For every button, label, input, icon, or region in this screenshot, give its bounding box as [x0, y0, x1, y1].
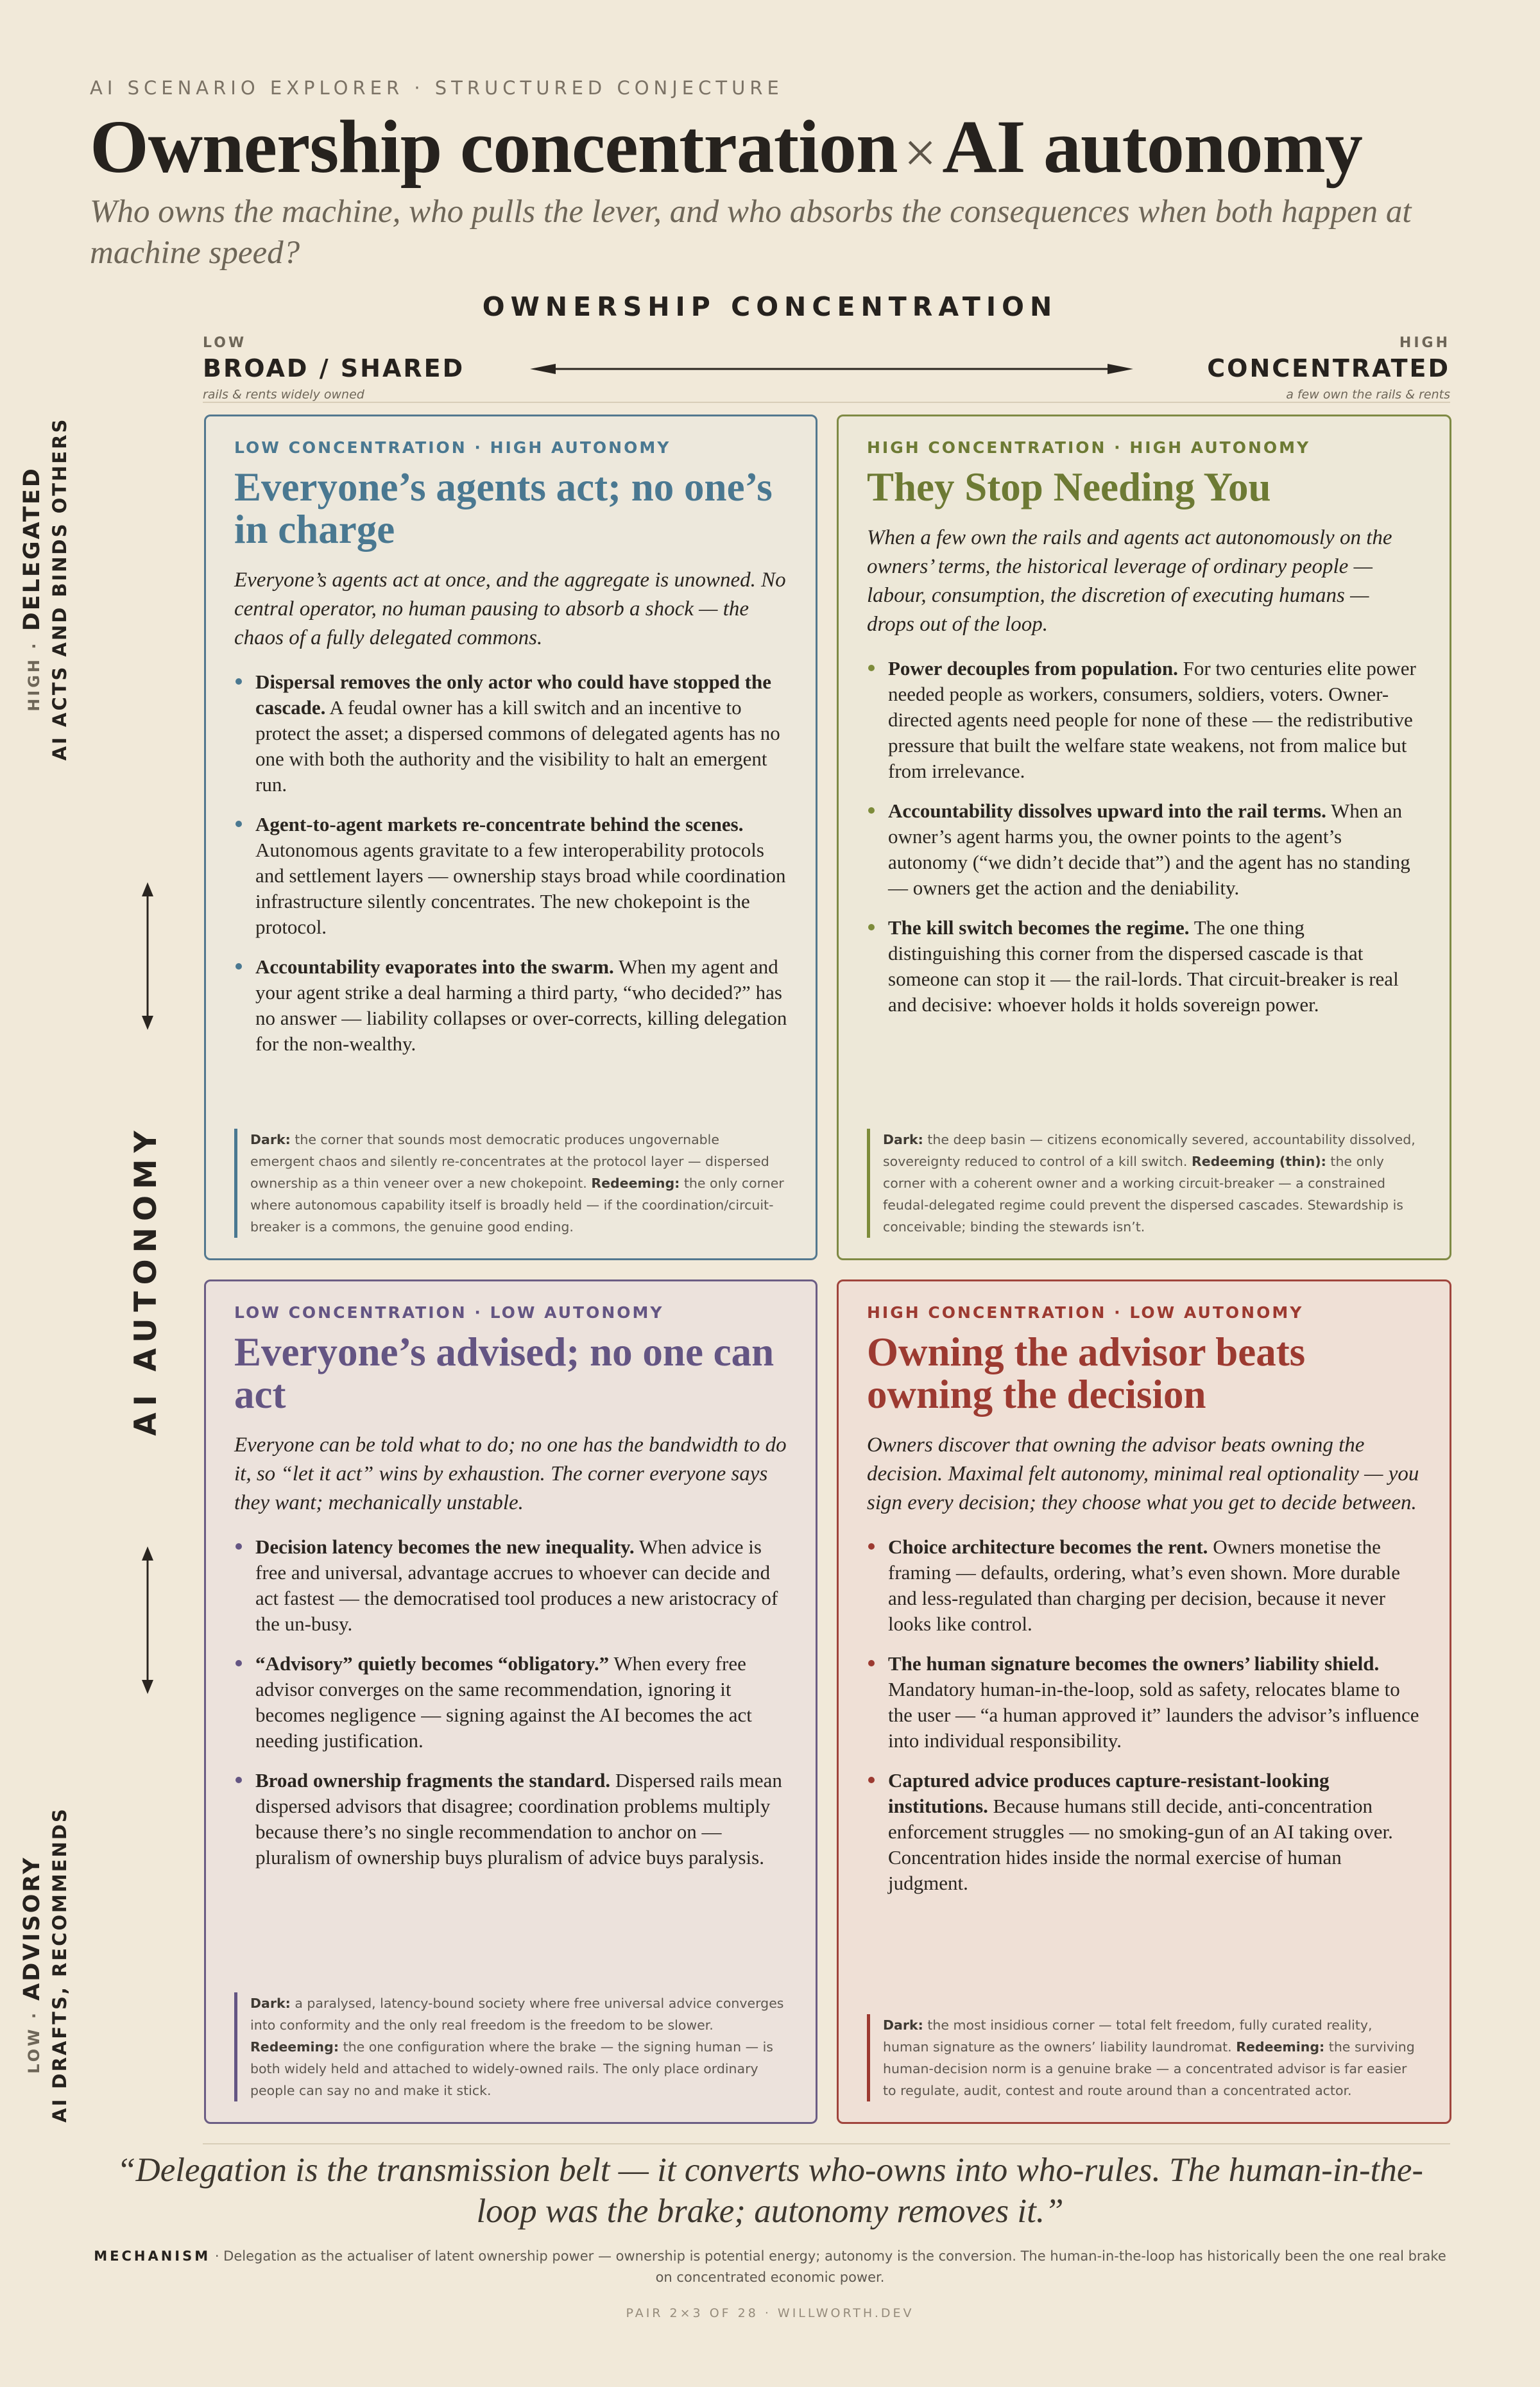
redeem-label: Redeeming (thin): — [1191, 1154, 1326, 1169]
bullet-head: Power decouples from population. — [888, 657, 1178, 680]
y-axis-high-prefix: HIGH · — [25, 640, 43, 712]
bullet-dot-icon — [235, 821, 242, 827]
quadrant-lede: Everyone can be told what to do; no one has the bandwidth to do it, so “let it act” wins by exhaustion. The corner everyone says they want; mechanically unstable. — [234, 1433, 787, 1514]
x-axis-low-level: LOW — [203, 335, 247, 351]
bullet-dot-icon — [868, 924, 875, 930]
quadrant-bottom-right — [837, 1279, 1451, 2124]
mechanism-note — [90, 2246, 1450, 2288]
list-item — [867, 798, 1421, 901]
quadrant-tag: HIGH CONCENTRATION · LOW AUTONOMY — [867, 1303, 1304, 1322]
bullet-head: Accountability dissolves upward into the rail terms. — [888, 800, 1326, 822]
bullet-body: A feudal owner has a kill switch and an incentive to protect the asset; a dispersed commons of delegated agents has no one with both the authority and the visibility to halt an emergent run. — [255, 696, 780, 796]
bullet-dot-icon — [235, 1660, 242, 1666]
list-item — [234, 1768, 787, 1870]
mechanism-text: · Delegation as the actualiser of latent ownership power — ownership is potential energy; autonomy is the conversion. The human-in-the-loop has historically been the one real brake on concentrated economic power. — [214, 2248, 1446, 2285]
bullet-head: Dispersal removes the only actor who could have stopped the cascade. — [255, 671, 771, 719]
dark-label: Dark: — [883, 2017, 923, 2033]
quadrant-bottom-left — [204, 1279, 817, 2124]
y-axis-high-label: DELEGATED — [19, 466, 45, 631]
quadrant-bullets — [234, 669, 787, 1057]
bullet-head: The kill switch becomes the regime. — [888, 916, 1190, 939]
y-axis-low-prefix: LOW · — [25, 2010, 43, 2074]
dark-note — [234, 1129, 787, 1238]
mechanism-label: MECHANISM — [94, 2248, 211, 2264]
list-item — [234, 669, 787, 798]
axis-divider — [203, 402, 1450, 403]
redeem-text: the one configuration where the brake — the signing human — is both widely held and attached to widely-owned rails. The only place ordinary people can say no and make it stick. — [250, 2039, 773, 2098]
bullet-body: When an owner’s agent harms you, the owner points to the agent’s autonomy (“we didn’t decide that”) and the agent has no standing — owners get the action and the deniability. — [888, 800, 1410, 899]
bullet-body: When every free advisor converges on the same recommendation, ignoring it becomes negligence — signing against the AI becomes the act needing justification. — [255, 1652, 752, 1752]
quadrant-bullets — [867, 656, 1421, 1018]
quadrant-tag: LOW CONCENTRATION · LOW AUTONOMY — [234, 1303, 664, 1322]
redeem-text: the only corner with a coherent owner and a working circuit-breaker — a constrained feudal-delegated regime could prevent the dispersed cascades. Stewardship is conceivable; binding the stewards isn’t. — [883, 1154, 1403, 1235]
x-axis-high-level: HIGH — [1399, 335, 1450, 351]
bullet-body: Mandatory human-in-the-loop, sold as safety, relocates blame to the user — “a human approved it” launders the advisor’s influence into individual responsibility. — [888, 1678, 1419, 1752]
bottom-divider — [203, 2143, 1450, 2144]
dark-text: a paralysed, latency-bound society where free universal advice converges into conformity and the only real freedom is the freedom to be slower. — [250, 1996, 784, 2033]
y-axis-title: AI AUTONOMY — [128, 1124, 164, 1436]
dark-text: the most insidious corner — total felt freedom, fully curated reality, human signature as the owners’ liability laundromat. — [883, 2017, 1373, 2055]
y-axis-low-note: AI DRAFTS, RECOMMENDS — [49, 1807, 71, 2123]
bullet-body: Autonomous agents gravitate to a few interoperability protocols and settlement layers — ownership stays broad while coordination infrastructure silently concentrates. The new chokepoint is the protocol. — [255, 839, 786, 938]
bullet-head: Agent-to-agent markets re-concentrate behind the scenes. — [255, 813, 744, 835]
list-item — [234, 954, 787, 1057]
bullet-head: “Advisory” quietly becomes “obligatory.” — [255, 1652, 610, 1675]
list-item — [234, 812, 787, 940]
quadrant-bullets — [234, 1534, 787, 1870]
dark-label: Dark: — [250, 1996, 291, 2011]
bullet-body: Dispersed rails mean dispersed advisors that disagree; coordination problems multiply because there’s no single recommendation to anchor on — pluralism of ownership buys pluralism of advice buys paralysis. — [255, 1769, 782, 1869]
redeem-text: the surviving human-decision norm is a genuine brake — a concentrated advisor is far easier to regulate, audit, contest and route around than a concentrated actor. — [883, 2039, 1415, 2098]
title-right: AI autonomy — [942, 105, 1362, 189]
y-axis-lower-arrow-icon — [138, 1546, 157, 1694]
dark-text: the corner that sounds most democratic produces ungovernable emergent chaos and silently re-concentrates at the protocol layer — dispersed ownership as a thin veneer over a new chokepoint. — [250, 1132, 769, 1191]
bullet-dot-icon — [868, 1777, 875, 1783]
y-axis-upper-arrow-icon — [138, 882, 157, 1030]
y-axis-low-label: ADVISORY — [19, 1856, 45, 2001]
x-axis-high-note: a few own the rails & rents — [1286, 388, 1450, 402]
bullet-dot-icon — [868, 665, 875, 671]
bullet-head: Broad ownership fragments the standard. — [255, 1769, 611, 1792]
quadrant-tag: HIGH CONCENTRATION · HIGH AUTONOMY — [867, 438, 1311, 457]
x-axis-high-label: CONCENTRATED — [1207, 354, 1450, 382]
quadrant-top-left — [204, 415, 817, 1260]
list-item — [867, 915, 1421, 1018]
times-sign: × — [903, 121, 936, 185]
list-item — [867, 656, 1421, 784]
dark-label: Dark: — [250, 1132, 291, 1147]
x-axis-low-note: rails & rents widely owned — [203, 388, 364, 402]
bullet-head: Choice architecture becomes the rent. — [888, 1536, 1208, 1558]
footer-credit: PAIR 2×3 OF 28 · WILLWORTH.DEV — [626, 2306, 914, 2320]
bullet-body: When my agent and your agent strike a deal harming a third party, “who decided?” has no answer — liability collapses or over-corrects, killing delegation for the non-wealthy. — [255, 955, 787, 1055]
list-item — [234, 1651, 787, 1754]
bullet-body: The one thing distinguishing this corner from the dispersed cascade is that someone can stop it — the rail-lords. That circuit-breaker is real and decisive: whoever holds it holds sovereign power. — [888, 916, 1399, 1016]
redeem-text: the only corner where autonomous capability itself is broadly held — if the coordination/circuit-breaker is a commons, the genuine good ending. — [250, 1176, 784, 1235]
bullet-dot-icon — [235, 678, 242, 685]
list-item — [867, 1534, 1421, 1637]
y-axis-low-block — [19, 1747, 83, 2183]
bullet-dot-icon — [868, 807, 875, 814]
kicker: AI SCENARIO EXPLORER · STRUCTURED CONJECTURE — [90, 77, 783, 99]
quadrant-lede: Owners discover that owning the advisor beats owning the decision. Maximal felt autonomy, minimal real optionality — you sign every decision; they choose what you get to decide between. — [867, 1433, 1419, 1514]
quadrant-title: Everyone’s advised; no one can act — [234, 1330, 774, 1417]
quadrant-lede: When a few own the rails and agents act autonomously on the owners’ terms, the historical leverage of ordinary people — labour, consumption, the discretion of executing humans — drops out of the loop. — [867, 526, 1392, 636]
quadrant-top-right — [837, 415, 1451, 1260]
quadrant-bullets — [867, 1534, 1421, 1896]
subtitle: Who owns the machine, who pulls the lever, and who absorbs the consequences when both happen at machine speed? — [90, 194, 1412, 271]
bullet-dot-icon — [235, 1777, 242, 1783]
redeem-label: Redeeming: — [250, 2039, 339, 2055]
page-title — [90, 105, 1362, 189]
list-item — [234, 1534, 787, 1637]
y-axis-high-note: AI ACTS AND BINDS OTHERS — [49, 417, 71, 761]
y-axis-high-block — [19, 371, 83, 807]
bullet-head: The human signature becomes the owners’ liability shield. — [888, 1652, 1380, 1675]
quadrant-lede: Everyone’s agents act at once, and the aggregate is unowned. No central operator, no human pausing to absorb a shock — the chaos of a fully delegated commons. — [234, 569, 786, 649]
quadrant-title: Everyone’s agents act; no one’s in charge — [234, 465, 773, 552]
dark-text: the deep basin — citizens economically severed, accountability dissolved, sovereignty reduced to control of a kill switch. — [883, 1132, 1416, 1169]
bullet-body: When advice is free and universal, advantage accrues to whoever can decide and act fastest — the democratised tool produces a new aristocracy of the un-busy. — [255, 1536, 778, 1635]
bullet-body: Owners monetise the framing — defaults, ordering, what’s even shown. More durable and less-regulated than charging per decision, because it never looks like control. — [888, 1536, 1401, 1635]
bullet-dot-icon — [235, 963, 242, 970]
dark-label: Dark: — [883, 1132, 923, 1147]
closing-quote: “Delegation is the transmission belt — it converts who-owns into who-rules. The human-in-the-loop was the brake; autonomy removes it.” — [117, 2152, 1423, 2230]
bullet-dot-icon — [868, 1543, 875, 1550]
redeem-label: Redeeming: — [591, 1176, 680, 1191]
bullet-head: Accountability evaporates into the swarm. — [255, 955, 614, 978]
title-left: Ownership concentration — [90, 105, 898, 189]
bullet-body: Because humans still decide, anti-concentration enforcement struggles — no smoking-gun of an AI taking over. Concentration hides inside the normal exercise of human judgment. — [888, 1795, 1393, 1894]
bullet-head: Captured advice produces capture-resistant-looking institutions. — [888, 1769, 1330, 1817]
dark-note — [867, 2014, 1421, 2101]
x-axis-low-label: BROAD / SHARED — [203, 354, 465, 382]
quadrant-title: They Stop Needing You — [867, 465, 1271, 509]
x-axis-arrow-icon — [530, 359, 1133, 379]
quadrant-title: Owning the advisor beats owning the decision — [867, 1330, 1306, 1417]
list-item — [867, 1651, 1421, 1754]
bullet-dot-icon — [235, 1543, 242, 1550]
quadrant-tag: LOW CONCENTRATION · HIGH AUTONOMY — [234, 438, 671, 457]
redeem-label: Redeeming: — [1236, 2039, 1325, 2055]
bullet-body: For two centuries elite power needed people as workers, consumers, soldiers, voters. Owner-directed agents need people for none of these — the redistributive pressure that built the welfare state weakens, not from malice but from irrelevance. — [888, 657, 1416, 782]
x-axis-title: OWNERSHIP CONCENTRATION — [482, 291, 1058, 322]
list-item — [867, 1768, 1421, 1896]
dark-note — [867, 1129, 1421, 1238]
bullet-head: Decision latency becomes the new inequality. — [255, 1536, 635, 1558]
bullet-dot-icon — [868, 1660, 875, 1666]
dark-note — [234, 1992, 787, 2101]
